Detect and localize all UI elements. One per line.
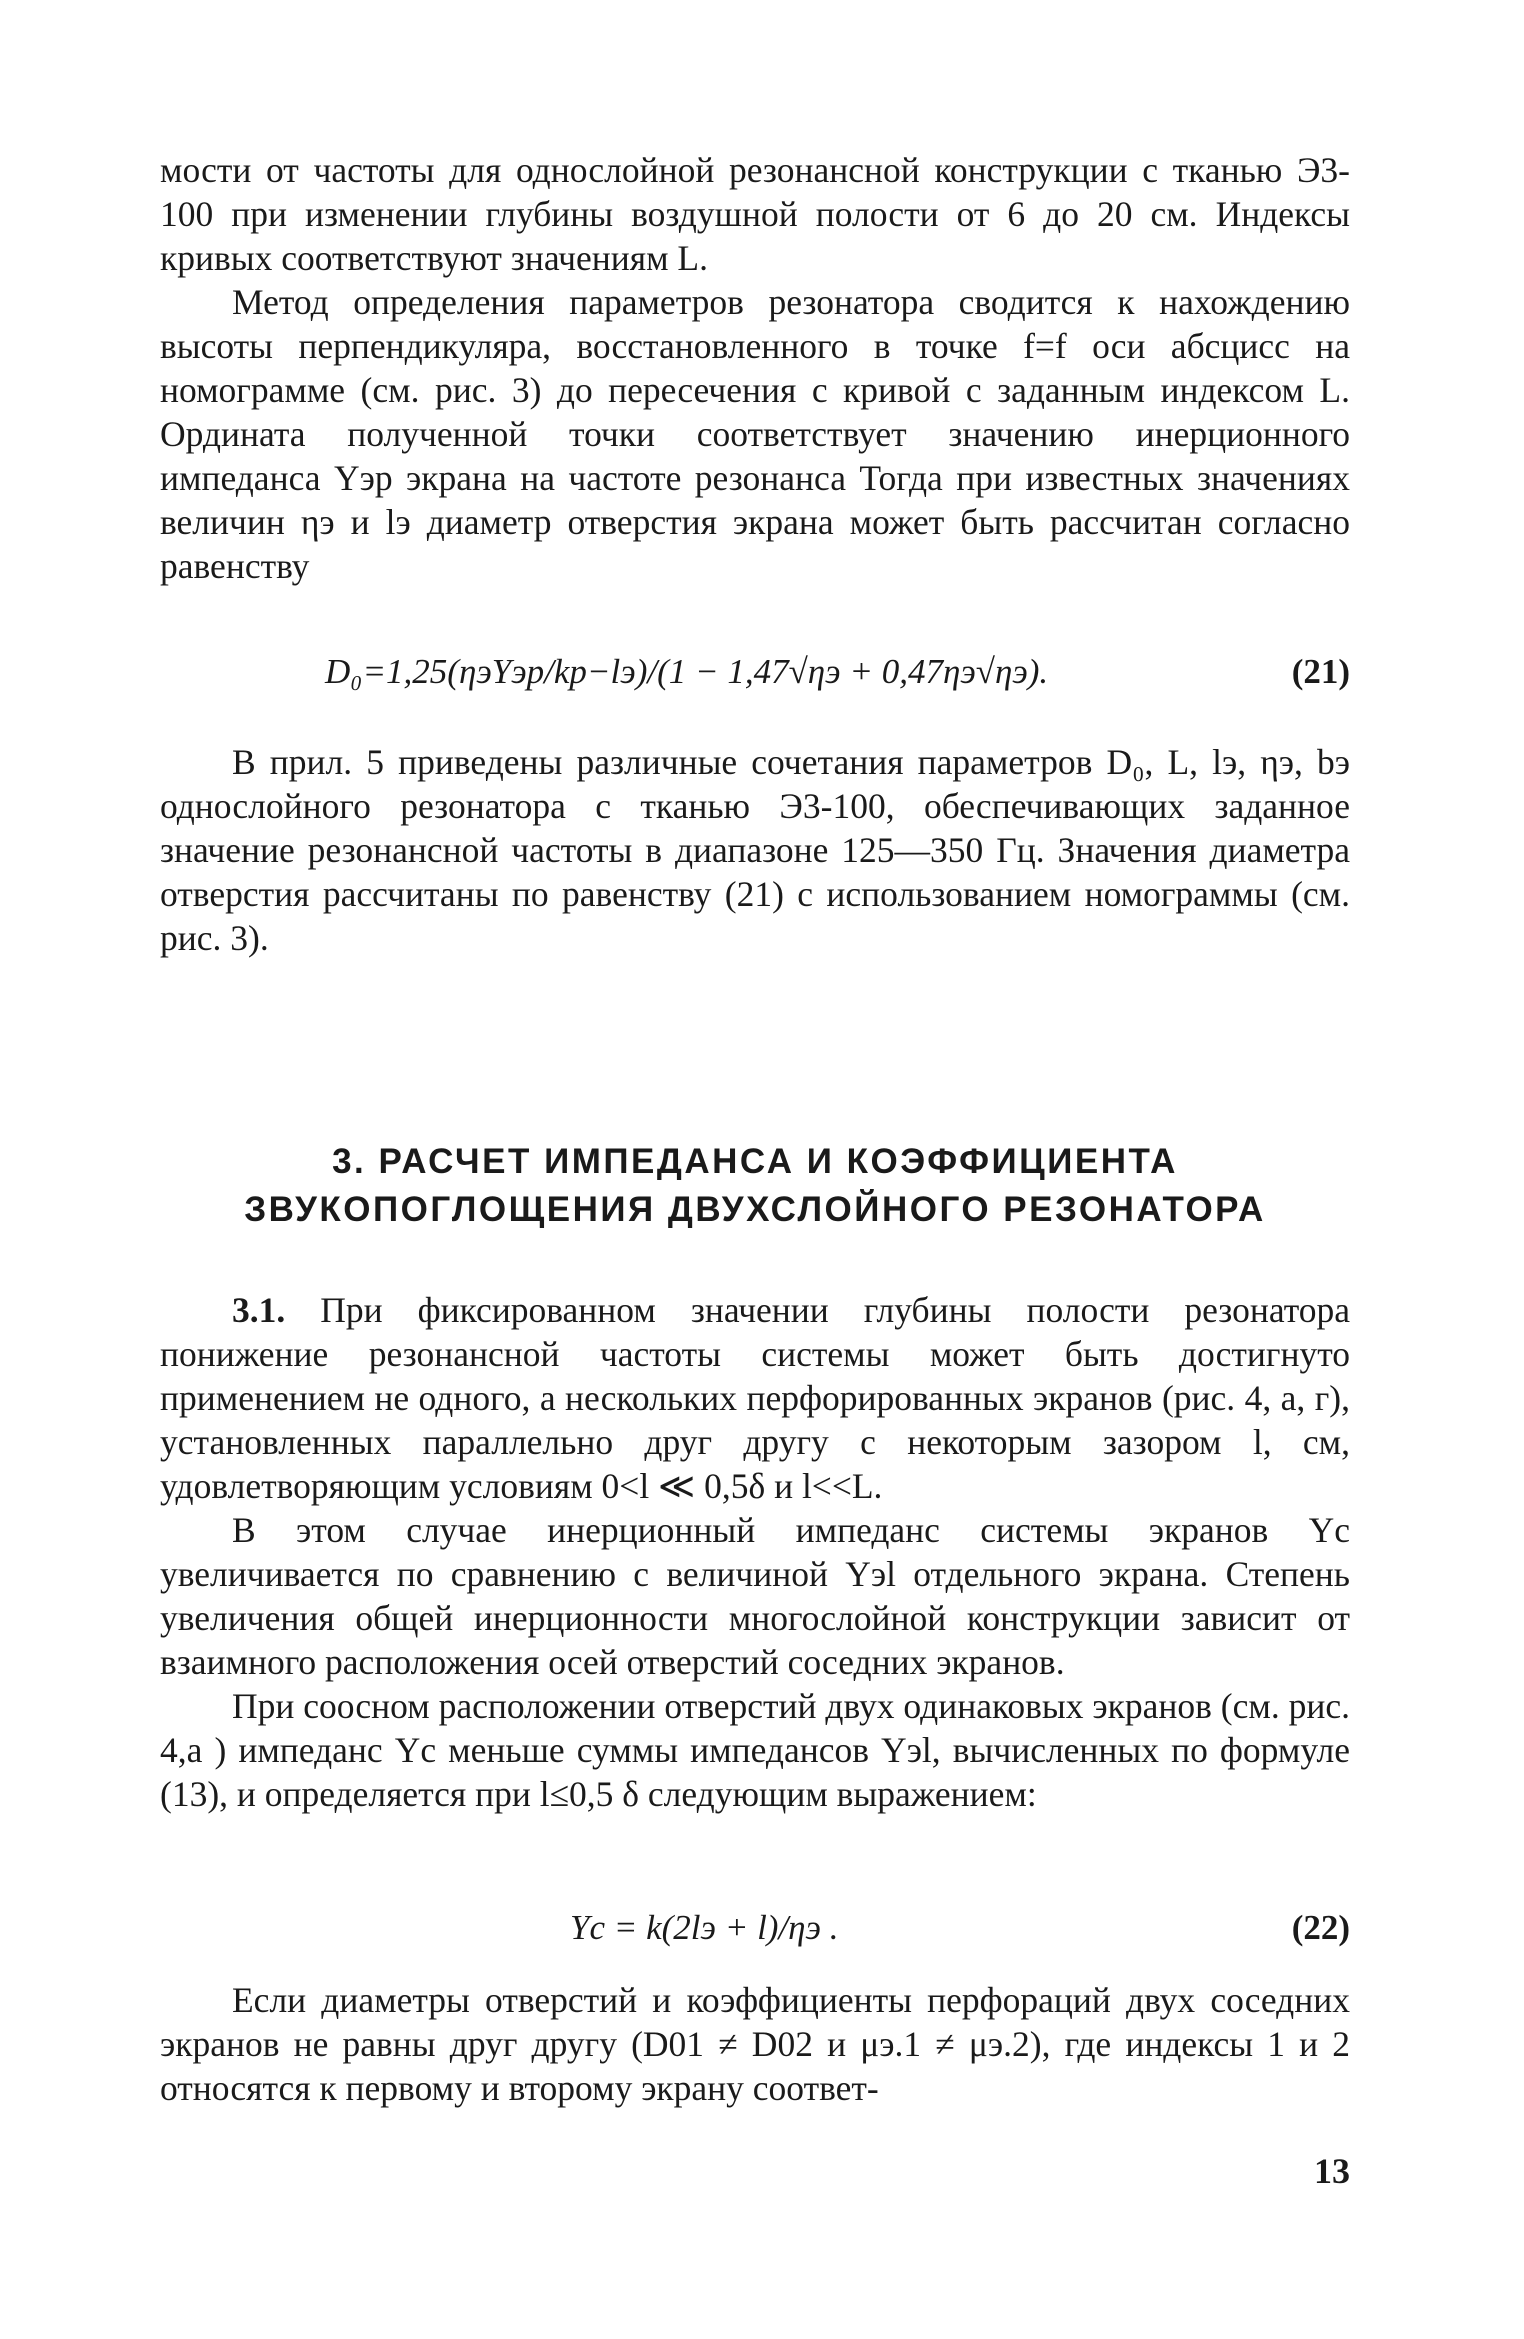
formula-22-number: (22) (1291, 1908, 1350, 1947)
body-text-section (160, 1288, 1350, 1816)
paragraph-3-1-text: При фиксированном значении глубины полости резонатора понижение резонансной частоты системы может быть достигнуто применением не одного, а нескольких перфорированных экранов (рис. 4, а, г), установленных параллельно друг другу с некоторым зазором l, см, удовлетворяющим условиям 0<l ≪ 0,5δ и l<<L. (160, 1290, 1350, 1506)
formula-21-expression: D₀=1,25(ηэYэр/kр−lэ)/(1 − 1,47√ηэ + 0,47ηэ√ηэ). (325, 652, 1049, 691)
formula-21-number: (21) (1291, 652, 1350, 691)
formula-22 (160, 1908, 1350, 1958)
formula-22-expression: Yс = k(2lэ + l)/ηэ . (570, 1908, 839, 1947)
paragraph-3-1-number: 3.1. (232, 1290, 286, 1330)
section-heading (160, 1138, 1350, 1234)
body-text-middle (160, 740, 1350, 960)
paragraph-appendix: В прил. 5 приведены различные сочетания параметров D₀, L, lэ, ηэ, bэ однослойного резонатора с тканью Э3-100, обеспечивающих заданное значение резонансной частоты в диапазоне 125—350 Гц. Значения диаметра отверстия рассчитаны по равенству (21) с использованием номограммы (см. рис. 3). (160, 742, 1350, 958)
paragraph-3-1 (160, 1288, 1350, 1508)
paragraph-method: Метод определения параметров резонатора сводится к нахождению высоты перпендикуляра, восстановленного в точке f=f оси абсцисс на номограмме (см. рис. 3) до пересечения с кривой с заданным индексом L. Ордината полученной точки соответствует значению инерционного импеданса Yэр экрана на частоте резонанса Тогда при известных значениях величин ηэ и lэ диаметр отверстия экрана может быть рассчитан согласно равенству (160, 282, 1350, 586)
paragraph-inertial-impedance: В этом случае инерционный импеданс системы экранов Yс увеличивается по сравнению с величиной Yэl отдельного экрана. Степень увеличения общей инерционности многослойной конструкции зависит от взаимного расположения осей отверстий соседних экранов. (160, 1510, 1350, 1682)
section-heading-line-1: 3. РАСЧЕТ ИМПЕДАНСА И КОЭФФИЦИЕНТА (332, 1142, 1178, 1181)
body-text-bottom (160, 1978, 1350, 2110)
paragraph-continuation: мости от частоты для однослойной резонансной конструкции с тканью Э3-100 при изменении глубины воздушной полости от 6 до 20 см. Индексы кривых соответствуют значениям L. (160, 150, 1350, 278)
paragraph-different-screens: Если диаметры отверстий и коэффициенты перфораций двух соседних экранов не равны друг другу (D01 ≠ D02 и μэ.1 ≠ μэ.2), где индексы 1 и 2 относятся к первому и второму экрану соответ- (160, 1980, 1350, 2108)
paragraph-coaxial: При соосном расположении отверстий двух одинаковых экранов (см. рис. 4,а ) импеданс Yс меньше суммы импедансов Yэl, вычисленных по формуле (13), и определяется при l≤0,5 δ следующим выражением: (160, 1686, 1350, 1814)
body-text-top (160, 148, 1350, 588)
page-number: 13 (1314, 2151, 1350, 2191)
formula-21 (160, 652, 1350, 702)
section-heading-line-2: ЗВУКОПОГЛОЩЕНИЯ ДВУХСЛОЙНОГО РЕЗОНАТОРА (244, 1190, 1266, 1229)
